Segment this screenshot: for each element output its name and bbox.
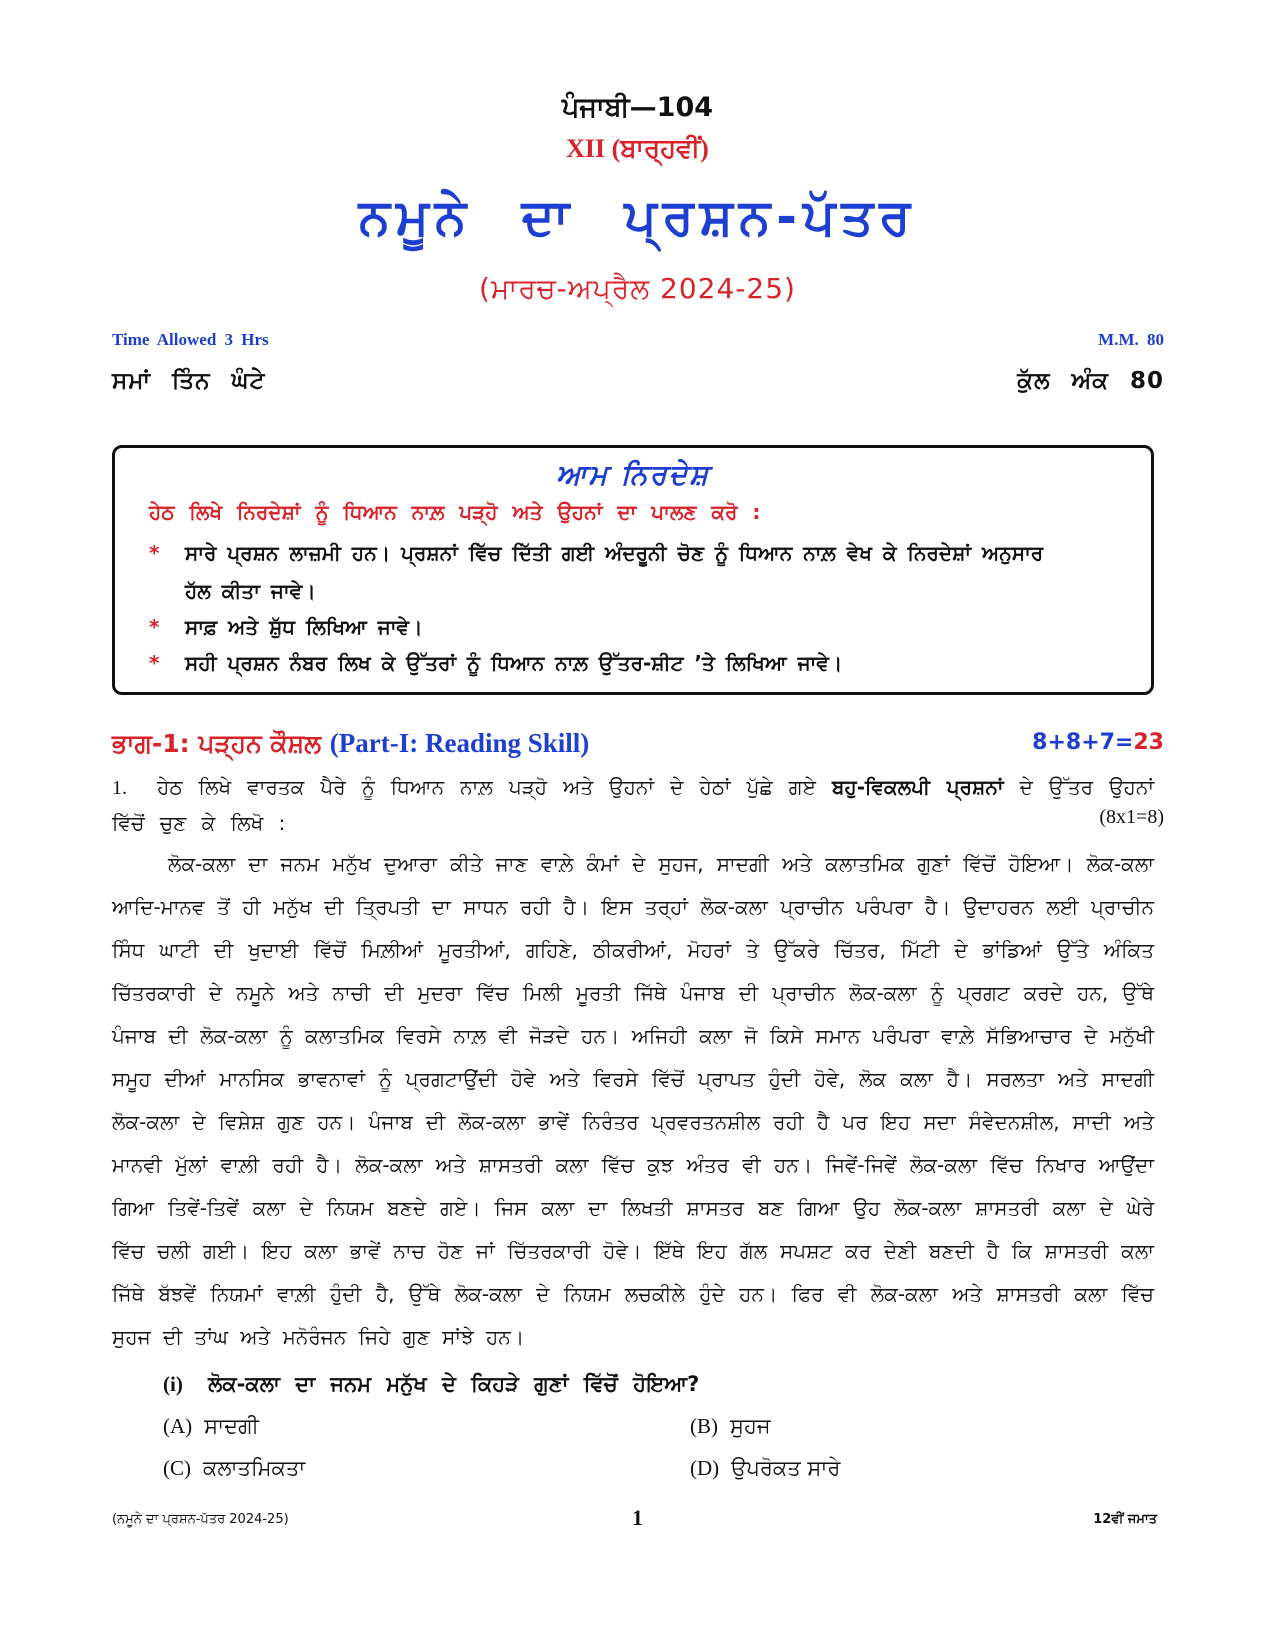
instruction-text: ਸਾਫ਼ ਅਤੇ ਸ਼ੁੱਧ ਲਿਖਿਆ ਜਾਵੇ। — [185, 615, 423, 639]
sub-question-i — [163, 1372, 699, 1397]
option-label: (D) — [690, 1456, 720, 1480]
sub-question-text: ਲੋਕ-ਕਲਾ ਦਾ ਜਨਮ ਮਨੁੱਖ ਦੇ ਕਿਹੜੇ ਗੁਣਾਂ ਵਿੱਚੋਂ ਹੋਇਆ? — [208, 1372, 700, 1396]
option-c — [163, 1456, 305, 1481]
reading-passage: ਲੋਕ-ਕਲਾ ਦਾ ਜਨਮ ਮਨੁੱਖ ਦੁਆਰਾ ਕੀਤੇ ਜਾਣ ਵਾਲ਼ੇ ਕੰਮਾਂ ਦੇ ਸੁਹਜ, ਸਾਦਗੀ ਅਤੇ ਕਲਾਤਮਿਕ ਗੁਣਾਂ ਵਿੱਚੋਂ ਹੋਇਆ। ਲੋਕ-ਕਲਾ ਆਦਿ-ਮਾਨਵ ਤੋਂ ਹੀ ਮਨੁੱਖ ਦੀ ਤ੍ਰਿਪਤੀ ਦਾ ਸਾਧਨ ਰਹੀ ਹੈ। ਇਸ ਤਰ੍ਹਾਂ ਲੋਕ-ਕਲਾ ਪ੍ਰਾਚੀਨ ਪਰੰਪਰਾ ਹੈ। ਉਦਾਹਰਨ ਲਈ ਪ੍ਰਾਚੀਨ ਸਿੰਧ ਘਾਟੀ ਦੀ ਖੁਦਾਈ ਵਿੱਚੋਂ ਮਿਲ਼ੀਆਂ ਮੂਰਤੀਆਂ, ਗਹਿਣੇ, ਠੀਕਰੀਆਂ, ਮੋਹਰਾਂ ਤੇ ਉੱਕਰੇ ਚਿੱਤਰ, ਮਿੱਟੀ ਦੇ ਭਾਂਡਿਆਂ ਉੱਤੇ ਅੰਕਿਤ ਚਿੱਤਰਕਾਰੀ ਦੇ ਨਮੂਨੇ ਅਤੇ ਨਾਚੀ ਦੀ ਮੁਦਰਾ ਵਿੱਚ ਮਿਲੀ ਮੂਰਤੀ ਜਿੱਥੇ ਪੰਜਾਬ ਦੀ ਪ੍ਰਾਚੀਨ ਲੋਕ-ਕਲਾ ਨੂੰ ਪ੍ਰਗਟ ਕਰਦੇ ਹਨ, ਉੱਥੇ ਪੰਜਾਬ ਦੀ ਲੋਕ-ਕਲਾ ਨੂੰ ਕਲਾਤਮਿਕ ਵਿਰਸੇ ਨਾਲ਼ ਵੀ ਜੋੜਦੇ ਹਨ। ਅਜਿਹੀ ਕਲਾ ਜੋ ਕਿਸੇ ਸਮਾਨ ਪਰੰਪਰਾ ਵਾਲ਼ੇ ਸੱਭਿਆਚਾਰ ਦੇ ਮਨੁੱਖੀ ਸਮੂਹ ਦੀਆਂ ਮਾਨਸਿਕ ਭਾਵਨਾਵਾਂ ਨੂੰ ਪ੍ਰਗਟਾਉਂਦੀ ਹੋਵੇ ਅਤੇ ਵਿਰਸੇ ਵਿੱਚੋਂ ਪ੍ਰਾਪਤ ਹੁੰਦੀ ਹੋਵੇ, ਲੋਕ ਕਲਾ ਹੈ। ਸਰਲਤਾ ਅਤੇ ਸਾਦਗੀ ਲੋਕ-ਕਲਾ ਦੇ ਵਿਸ਼ੇਸ਼ ਗੁਣ ਹਨ। ਪੰਜਾਬ ਦੀ ਲੋਕ-ਕਲਾ ਭਾਵੇਂ ਨਿਰੰਤਰ ਪ੍ਰਵਰਤਨਸ਼ੀਲ ਰਹੀ ਹੈ ਪਰ ਇਹ ਸਦਾ ਸੰਵੇਦਨਸ਼ੀਲ, ਸਾਦੀ ਅਤੇ ਮਾਨਵੀ ਮੁੱਲਾਂ ਵਾਲ਼ੀ ਰਹੀ ਹੈ। ਲੋਕ-ਕਲਾ ਅਤੇ ਸ਼ਾਸਤਰੀ ਕਲਾ ਵਿੱਚ ਕੁਝ ਅੰਤਰ ਵੀ ਹਨ। ਜਿਵੇਂ-ਜਿਵੇਂ ਲੋਕ-ਕਲਾ ਵਿੱਚ ਨਿਖਾਰ ਆਉਂਦਾ ਗਿਆ ਤਿਵੇਂ-ਤਿਵੇਂ ਕਲਾ ਦੇ ਨਿਯਮ ਬਣਦੇ ਗਏ। ਜਿਸ ਕਲਾ ਦਾ ਲਿਖਤੀ ਸ਼ਾਸਤਰ ਬਣ ਗਿਆ ਉਹ ਲੋਕ-ਕਲਾ ਸ਼ਾਸਤਰੀ ਕਲਾ ਦੇ ਘੇਰੇ ਵਿੱਚ ਚਲੀ ਗਈ। ਇਹ ਕਲਾ ਭਾਵੇਂ ਨਾਚ ਹੋਣ ਜਾਂ ਚਿੱਤਰਕਾਰੀ ਹੋਵੇ। ਇੱਥੇ ਇਹ ਗੱਲ ਸਪਸ਼ਟ ਕਰ ਦੇਣੀ ਬਣਦੀ ਹੈ ਕਿ ਸ਼ਾਸਤਰੀ ਕਲਾ ਜਿੱਥੇ ਬੱਝਵੇਂ ਨਿਯਮਾਂ ਵਾਲ਼ੀ ਹੁੰਦੀ ਹੈ, ਉੱਥੇ ਲੋਕ-ਕਲਾ ਦੇ ਨਿਯਮ ਲਚਕੀਲੇ ਹੁੰਦੇ ਹਨ। ਫਿਰ ਵੀ ਲੋਕ-ਕਲਾ ਅਤੇ ਸ਼ਾਸਤਰੀ ਕਲਾ ਵਿੱਚ ਸੁਹਜ ਦੀ ਤਾਂਘ ਅਤੇ ਮਨੋਰੰਜਨ ਜਿਹੇ ਗੁਣ ਸਾਂਝੇ ਹਨ। — [112, 852, 1154, 1349]
class-label: XII (ਬਾਰ੍ਹਵੀਂ) — [566, 134, 709, 163]
option-text: ਕਲਾਤਮਿਕਤਾ — [203, 1456, 306, 1480]
exam-session: (ਮਾਰਚ-ਅਪ੍ਰੈਲ 2024-25) — [479, 272, 796, 305]
option-text: ਉਪਰੋਕਤ ਸਾਰੇ — [731, 1456, 841, 1480]
max-marks-pa: ਕੁੱਲ ਅੰਕ 80 — [1017, 368, 1164, 394]
instruction-item — [149, 644, 842, 682]
option-label: (A) — [163, 1414, 193, 1438]
option-a — [163, 1414, 259, 1439]
instruction-item — [149, 534, 1043, 610]
page-number: 1 — [632, 1505, 643, 1530]
bullet-icon: * — [149, 651, 160, 675]
footer-document-title: (ਨਮੂਨੇ ਦਾ ਪ੍ਰਸ਼ਨ-ਪੱਤਰ 2024-25) — [112, 1512, 289, 1527]
option-label: (C) — [163, 1456, 191, 1480]
question-text-end: ਦੇ ਉੱਤਰ ਉਹਨਾਂ ਵਿੱਚੋਂ ਚੁਣ ਕੇ ਲਿਖੋ : — [112, 775, 1155, 835]
instruction-item — [149, 608, 423, 646]
page-title: ਨਮੂਨੇ ਦਾ ਪ੍ਰਸ਼ਨ-ਪੱਤਰ — [358, 188, 917, 246]
bullet-icon: * — [149, 615, 160, 639]
instruction-text-continued: ਹੱਲ ਕੀਤਾ ਜਾਵੇ। — [185, 579, 316, 603]
max-marks-en: M.M. 80 — [1098, 330, 1164, 349]
bullet-icon: * — [149, 541, 160, 565]
question-text: ਹੇਠ ਲਿਖੇ ਵਾਰਤਕ ਪੈਰੇ ਨੂੰ ਧਿਆਨ ਨਾਲ਼ ਪੜ੍ਹੋ ਅਤੇ ਉਹਨਾਂ ਦੇ ਹੇਠਾਂ ਪੁੱਛੇ ਗਏ — [157, 775, 816, 799]
question-text-bold: ਬਹੁ-ਵਿਕਲਪੀ ਪ੍ਰਸ਼ਨਾਂ — [831, 775, 1004, 799]
instructions-intro: ਹੇਠ ਲਿਖੇ ਨਿਰਦੇਸ਼ਾਂ ਨੂੰ ਧਿਆਨ ਨਾਲ਼ ਪੜ੍ਹੋ ਅਤੇ ਉਹਨਾਂ ਦਾ ਪਾਲਣ ਕਰੋ : — [149, 500, 761, 524]
question-1-marks: (8x1=8) — [1099, 806, 1164, 828]
part1-marks-total: 23 — [1133, 730, 1164, 755]
option-text: ਸਾਦਗੀ — [204, 1414, 259, 1438]
instructions-title: ਆਮ ਨਿਰਦੇਸ਼ — [556, 458, 710, 491]
option-d — [690, 1456, 840, 1481]
option-text: ਸੁਹਜ — [730, 1414, 771, 1438]
question-1-prompt — [112, 770, 1154, 841]
option-b — [690, 1414, 771, 1439]
general-instructions-box — [112, 445, 1154, 695]
part1-heading-en: (Part-I: Reading Skill) — [329, 728, 590, 758]
part1-marks-breakdown: 8+8+7= — [1032, 730, 1134, 755]
part1-heading-pa: ਭਾਗ-1: ਪੜ੍ਹਨ ਕੌਸ਼ਲ — [112, 729, 322, 758]
part1-marks — [1032, 730, 1164, 755]
footer-class: 12ਵੀਂ ਜਮਾਤ — [1093, 1512, 1157, 1527]
time-allowed-pa: ਸਮਾਂ ਤਿੰਨ ਘੰਟੇ — [112, 368, 266, 394]
subject-code: ਪੰਜਾਬੀ—104 — [561, 92, 714, 123]
sub-question-number: (i) — [163, 1372, 183, 1396]
question-number: 1. — [112, 777, 127, 799]
instruction-text: ਸਾਰੇ ਪ੍ਰਸ਼ਨ ਲਾਜ਼ਮੀ ਹਨ। ਪ੍ਰਸ਼ਨਾਂ ਵਿੱਚ ਦਿੱਤੀ ਗਈ ਅੰਦਰੂਨੀ ਚੋਣ ਨੂੰ ਧਿਆਨ ਨਾਲ਼ ਵੇਖ ਕੇ ਨਿਰਦੇਸ਼ਾਂ ਅਨੁਸਾਰ — [185, 541, 1044, 565]
part1-heading — [112, 728, 589, 759]
time-allowed-en: Time Allowed 3 Hrs — [112, 330, 269, 349]
instruction-text: ਸਹੀ ਪ੍ਰਸ਼ਨ ਨੰਬਰ ਲਿਖ ਕੇ ਉੱਤਰਾਂ ਨੂੰ ਧਿਆਨ ਨਾਲ਼ ਉੱਤਰ-ਸ਼ੀਟ ’ਤੇ ਲਿਖਿਆ ਜਾਵੇ। — [185, 651, 843, 675]
option-label: (B) — [690, 1414, 718, 1438]
